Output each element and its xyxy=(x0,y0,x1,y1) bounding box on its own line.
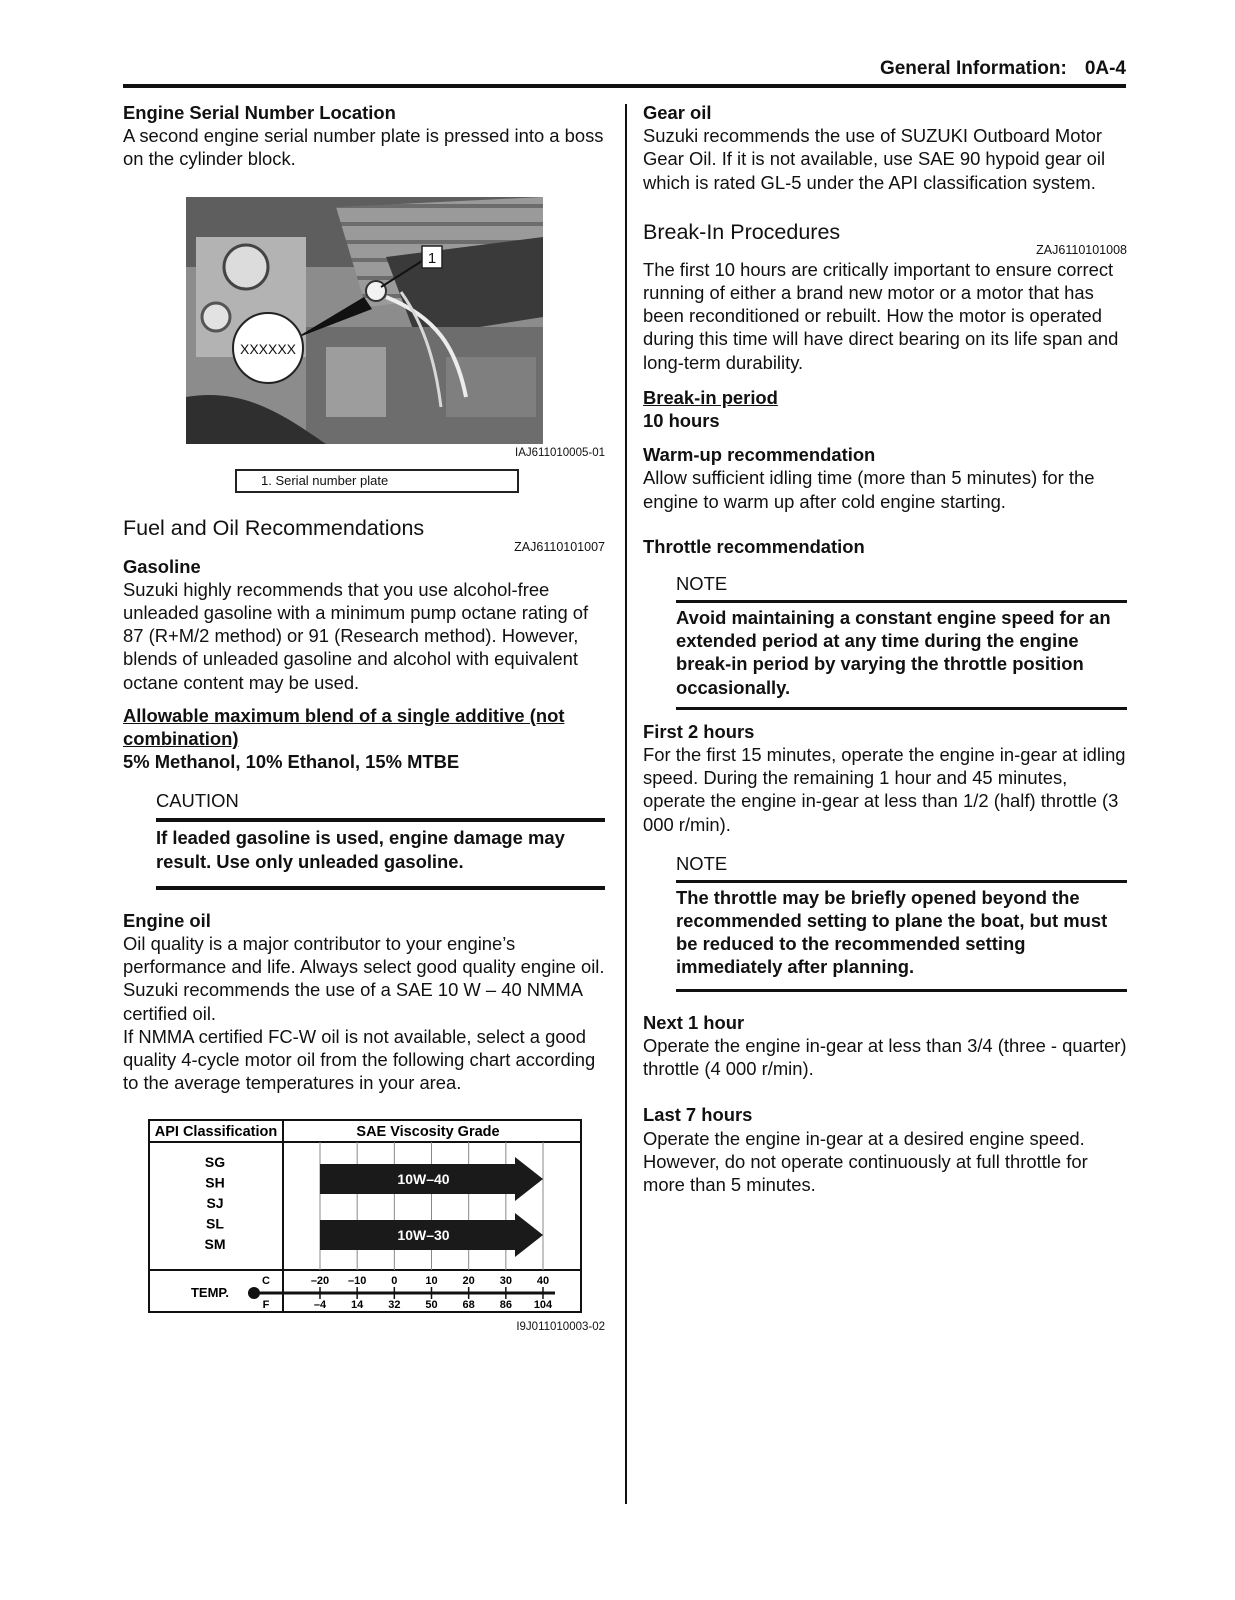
api-class-list xyxy=(205,1154,226,1252)
engine-photo xyxy=(186,197,543,444)
break-in-period-value: 10 hours xyxy=(643,410,720,432)
gear-oil-heading: Gear oil xyxy=(643,102,712,123)
celsius-tick-label-3: 10 xyxy=(425,1275,438,1288)
celsius-unit: C xyxy=(262,1275,270,1288)
api-classification-header: API Classification xyxy=(154,1124,278,1141)
fahrenheit-unit: F xyxy=(262,1299,270,1312)
note-box-1 xyxy=(676,572,1127,710)
first-2-hours-heading: First 2 hours xyxy=(643,720,755,742)
fuel-oil-ref: ZAJ6110101007 xyxy=(514,539,605,554)
callout-number: 1 xyxy=(427,249,437,267)
break-in-heading: Break-In Procedures xyxy=(643,219,841,244)
api-class-sj: SJ xyxy=(206,1195,224,1212)
section-title: General Information: xyxy=(879,58,1067,79)
warmup-body: Allow sufficient idling time (more than 5 minutes) for the engine to warm up after cold engine starting. xyxy=(643,467,1095,512)
page-code: 0A-4 xyxy=(1084,58,1126,79)
gear-oil-body: Suzuki recommends the use of SUZUKI Outboard Motor Gear Oil. If it is not available, use SAE 90 hypoid gear oil which is rated GL-5 under the API classification system. xyxy=(643,125,1106,193)
chart-reference: I9J011010003-02 xyxy=(516,1321,605,1334)
celsius-tick-label-1: –10 xyxy=(347,1275,367,1288)
celsius-tick-label-4: 20 xyxy=(462,1275,475,1288)
serial-placeholder-label: XXXXXX xyxy=(239,340,297,357)
celsius-tick-label-5: 30 xyxy=(499,1275,512,1288)
note-2-title: NOTE xyxy=(676,852,728,874)
photo-legend: 1. Serial number plate xyxy=(235,469,519,493)
gasoline-body: Suzuki highly recommends that you use alcohol-free unleaded gasoline with a minimum pump octane rating of 87 (R+M/2 method) or 91 (Research method). However, blends of unleaded gasoline and alcohol with equivalent octane content may be used. xyxy=(123,578,589,693)
celsius-tick-label-0: –20 xyxy=(310,1275,330,1288)
next-1-hour-body: Operate the engine in-gear at less than 3/4 (three - quarter) throttle (4 000 r/min). xyxy=(643,1034,1127,1080)
blend-heading: Allowable maximum blend of a single additive (not combination) xyxy=(123,704,565,750)
right-column xyxy=(643,100,1127,1196)
break-in-ref: ZAJ6110101008 xyxy=(1036,242,1127,257)
grade-label-1: 10W–30 xyxy=(397,1227,450,1244)
api-class-sg: SG xyxy=(204,1154,226,1171)
last-7-hours-heading: Last 7 hours xyxy=(643,1104,753,1126)
engine-oil-p3: If NMMA certified FC-W oil is not available, select a good quality 4-cycle motor oil from the following chart according to the average temperatures in your area. xyxy=(123,1025,596,1094)
serial-location-body: A second engine serial number plate is pressed into a boss on the cylinder block. xyxy=(123,125,604,170)
api-class-sh: SH xyxy=(205,1174,225,1191)
fahrenheit-tick-label-5: 86 xyxy=(499,1299,512,1312)
note-1-title: NOTE xyxy=(676,573,728,595)
blend-values: 5% Methanol, 10% Ethanol, 15% MTBE xyxy=(123,751,460,773)
last-7-hours-body: Operate the engine in-gear at a desired engine speed. However, do not operate continuously at full throttle for more than 5 minutes. xyxy=(643,1127,1088,1195)
celsius-tick-label-2: 0 xyxy=(391,1275,398,1288)
photo-reference: IAJ611010005-01 xyxy=(515,446,605,459)
fahrenheit-tick-label-0: –4 xyxy=(313,1299,327,1312)
break-in-period-heading: Break-in period xyxy=(643,386,778,408)
engine-oil-p2: Suzuki recommends the use of a SAE 10 W – 40 NMMA certified oil. xyxy=(123,979,582,1024)
note-box-2 xyxy=(676,852,1127,992)
next-1-hour-heading: Next 1 hour xyxy=(643,1011,745,1033)
engine-oil-heading: Engine oil xyxy=(123,909,211,931)
fahrenheit-tick-label-3: 50 xyxy=(425,1299,438,1312)
fahrenheit-tick-label-2: 32 xyxy=(388,1299,401,1312)
viscosity-chart-svg xyxy=(148,1119,582,1313)
column-divider xyxy=(625,104,627,1504)
sae-viscosity-header: SAE Viscosity Grade xyxy=(356,1124,500,1141)
warmup-heading: Warm-up recommendation xyxy=(643,444,876,466)
left-column xyxy=(123,100,605,1334)
api-class-sl: SL xyxy=(206,1215,224,1232)
engine-oil-p1: Oil quality is a major contributor to your engine’s performance and life. Always select good quality engine oil. xyxy=(123,933,605,978)
page-header xyxy=(123,56,1126,88)
temp-label: TEMP. xyxy=(190,1285,230,1301)
fuel-oil-heading: Fuel and Oil Recommendations xyxy=(123,515,425,540)
throttle-heading: Throttle recommendation xyxy=(643,535,865,557)
fahrenheit-tick-label-4: 68 xyxy=(462,1299,475,1312)
fahrenheit-tick-label-6: 104 xyxy=(533,1299,553,1312)
caution-box xyxy=(156,789,605,889)
gasoline-heading: Gasoline xyxy=(123,555,201,577)
celsius-tick-label-6: 40 xyxy=(536,1275,550,1288)
note-1-body: Avoid maintaining a constant engine speed for an extended period at any time during the engine break-in period by varying the throttle position occasionally. xyxy=(676,600,1127,710)
caution-body: If leaded gasoline is used, engine damage may result. Use only unleaded gasoline. xyxy=(156,818,605,889)
fuel-oil-section xyxy=(123,515,605,555)
api-class-sm: SM xyxy=(204,1236,226,1253)
grade-label-0: 10W–40 xyxy=(397,1171,450,1188)
fahrenheit-tick-label-1: 14 xyxy=(351,1299,364,1312)
first-2-hours-body: For the first 15 minutes, operate the engine in-gear at idling speed. During the remaining 1 hour and 45 minutes, operate the engine in-gear at less than 1/2 (half) throttle (3 000 r/min). xyxy=(643,744,1126,835)
serial-location-heading: Engine Serial Number Location xyxy=(123,102,396,123)
caution-title: CAUTION xyxy=(156,790,239,812)
break-in-body: The first 10 hours are critically important to ensure correct running of either a brand new motor or a motor that has been reconditioned or rebuilt. How the motor is operated during this time will have direct bearing on its life span and long-term durability. xyxy=(643,258,1119,373)
engine-photo-graphic xyxy=(186,197,543,444)
viscosity-chart xyxy=(148,1119,605,1334)
note-2-body: The throttle may be briefly opened beyond the recommended setting to plane the boat, but must be reduced to the recommended setting immediately after planning. xyxy=(676,880,1127,992)
